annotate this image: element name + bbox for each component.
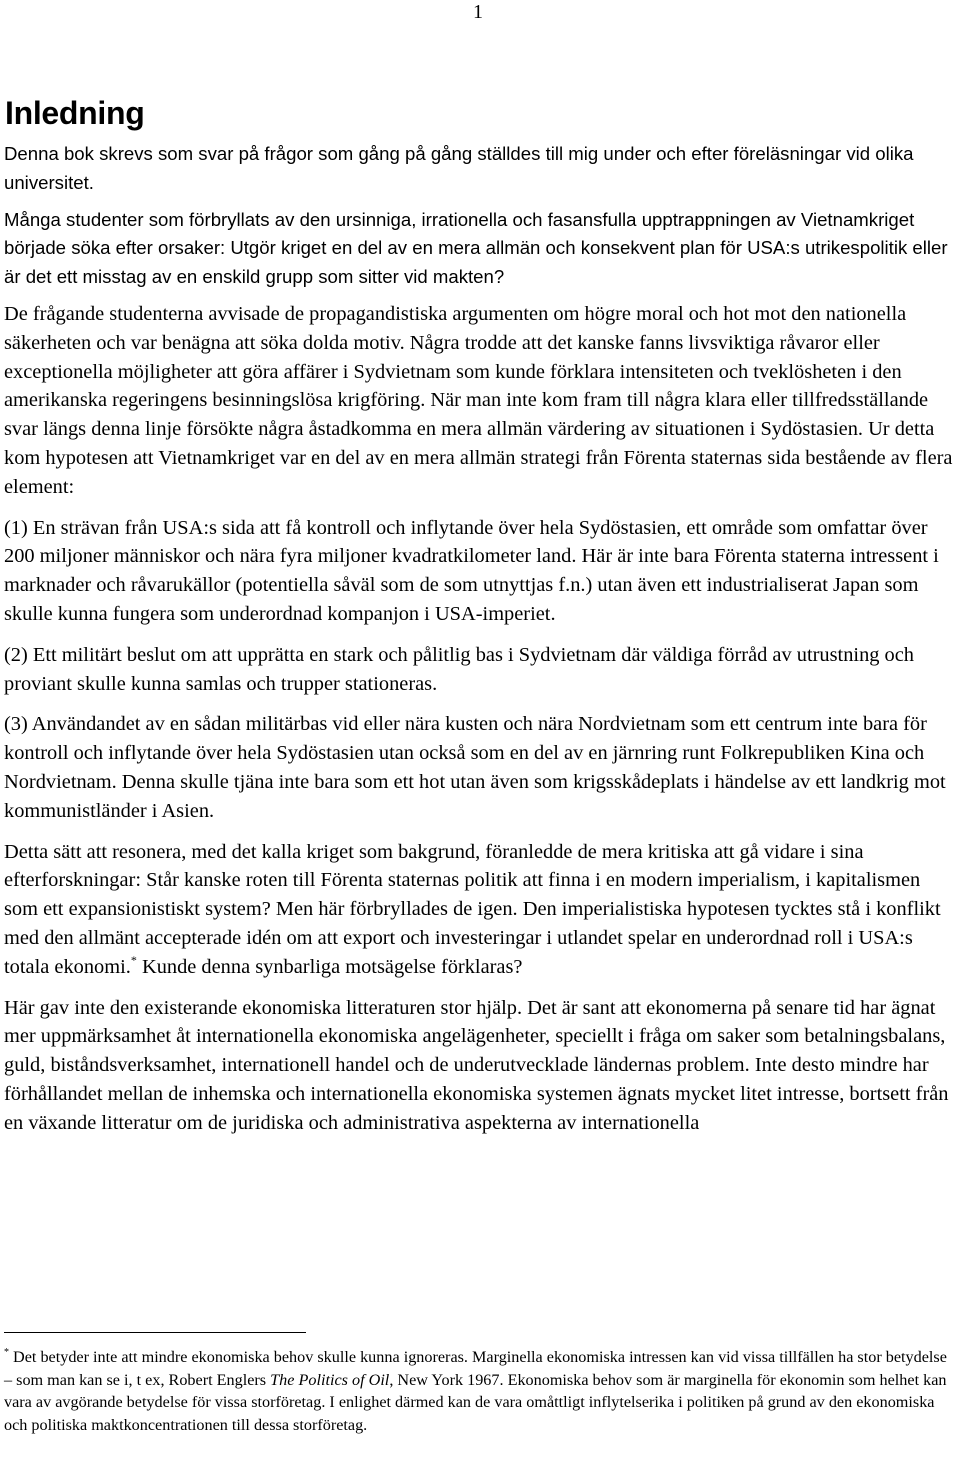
paragraph-element-1: (1) En strävan från USA:s sida att få kontroll och inflytande över hela Sydöstasien, ett område som omfattar över 200 miljoner människor och nära fyra miljoner kvadratkilometer land. Här är inte bara Förenta staterna intressent i marknader och råvarukällor (potentiella såväl som de som utnyttjas f.n.) utan även ett industrialiserat Japan som skulle kunna fungera som underordnad kompanjon i USA-imperiet. xyxy=(4,516,939,625)
paragraph-element-3: (3) Användandet av en sådan militärbas vid eller nära kusten och nära Nordvietnam som ett centrum inte bara för kontroll och inflytande över hela Sydöstasien utan också som en del av en järnring runt Folkrepubliken Kina och Nordvietnam. Denna skulle tjäna inte bara som ett hot utan även som krigsskådeplats i händelse av ett landkrig mot kommunistländer i Asien. xyxy=(4,713,946,822)
chapter-heading: Inledning xyxy=(5,95,145,131)
footnote-text-start: Det betyder inte att mindre ekonomiska behov skulle kunna ignoreras. Marginella ekonomiska intressen kan vid vissa tillfällen ha stor betydelse – som man kan se i, t ex, Robert Englers xyxy=(4,1348,947,1389)
paragraph-students-question: Många studenter som förbryllats av den ursinniga, irrationella och fasansfulla upptrappningen av Vietnamkriget började söka efter orsaker: Utgör kriget en del av en mera allmän och konsekvent plan för USA:s utrikespolitik eller är det ett misstag av en enskild grupp som sitter vid makten? xyxy=(4,208,948,288)
paragraph-imperialism xyxy=(4,838,956,982)
footnote-text-end: , New York 1967. Ekonomiska behov som är marginella för ekonomin som helhet kan vara av avgörande betydelse för vissa storföretag. I enlighet därmed kan de vara omåttligt inflytelserika i politiken på grund av den ekonomiska och politiska maktkoncentrationen till dessa storföretag. xyxy=(4,1370,947,1434)
footnote-marker: * xyxy=(4,1347,9,1358)
paragraph-element-2: (2) Ett militärt beslut om att upprätta en stark och pålitlig bas i Sydvietnam där väldiga förråd av utrustning och proviant skulle kunna samlas och trupper stationeras. xyxy=(4,643,914,695)
footnote-book-title: The Politics of Oil xyxy=(270,1370,390,1389)
body-text xyxy=(4,140,956,1138)
footnote-divider xyxy=(4,1332,306,1333)
footnote-reference[interactable]: * xyxy=(130,952,137,967)
paragraph-literature: Här gav inte den existerande ekonomiska litteraturen stor hjälp. Det är sant att ekonomerna på senare tid har ägnat mer uppmärksamhet åt internationella ekonomiska angelägenheter, speciellt i fråga om saker som betalningsbalans, guld, biståndsverksamhet, internationell handel och de underutvecklade ländernas problem. Inte desto mindre har förhållandet mellan de inhemska och internationella ekonomiska systemen ägnats mycket litet intresse, bortsett från en växande litteratur om de juridiska och administrativa aspekterna av internationella xyxy=(4,996,949,1134)
paragraph-imperialism-question: Kunde denna synbarliga motsägelse förklaras? xyxy=(141,955,523,978)
page-number: 1 xyxy=(473,1,483,23)
paragraph-intro: Denna bok skrevs som svar på frågor som gång på gång ställdes till mig under och efter föreläsningar vid olika universitet. xyxy=(4,143,914,193)
footnote xyxy=(4,1346,958,1436)
paragraph-imperialism-text: Detta sätt att resonera, med det kalla kriget som bakgrund, föranledde de mera kritiska att gå vidare i sina efterforskningar: Står kanske roten till Förenta staternas politik att finna i en modern imperialism, i kapitalismen som ett expansionistiskt system? Men här förbryllades de igen. Den imperialistiska hypotesen tycktes stå i konflikt med den allmänt accepterade idén om att export och investeringar i utlandet spelar en underordnad roll i USA:s totala ekonomi. xyxy=(4,840,941,978)
paragraph-hypothesis: De frågande studenterna avvisade de propagandistiska argumenten om högre moral och hot mot den nationella säkerheten och var benägna att söka dolda motiv. Några trodde att det kanske fanns livsviktiga råvaror eller exceptionella möjligheter att göra affärer i Sydvietnam som kunde förklara intensiteten och tveklösheten i den amerikanska regeringens besinningslösa krigföring. När man inte kom fram till några klara eller tillfredsställande svar längs denna linje försökte några åstadkomma en mera allmän värdering av situationen i Sydöstasien. Ur detta kom hypotesen att Vietnamkriget var en del av en mera allmän strategi från Förenta staternas sida bestående av flera element: xyxy=(4,302,953,498)
